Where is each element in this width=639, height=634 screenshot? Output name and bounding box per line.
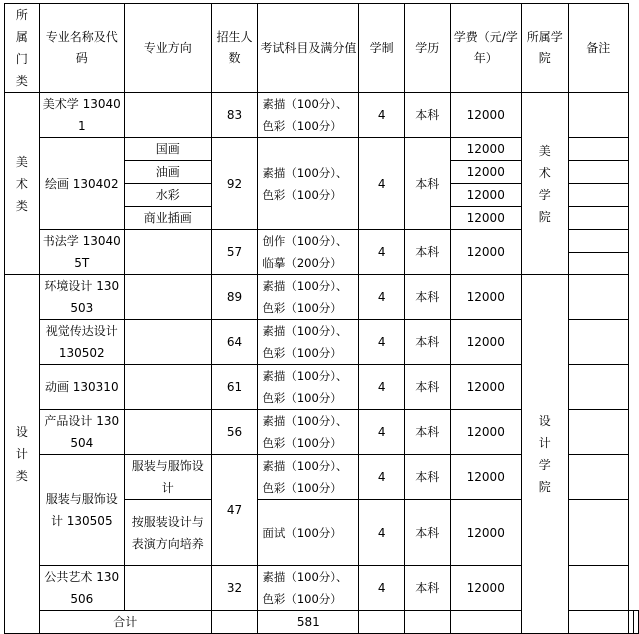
- table-header-row: [5, 4, 639, 93]
- direction-cell: [124, 410, 211, 455]
- exam-cell: 素描（100分）、色彩（100分）: [258, 93, 359, 138]
- direction-cell: [124, 275, 211, 320]
- fee-cell: 12000: [450, 365, 521, 410]
- fee-cell: 12000: [450, 138, 521, 161]
- major-cell: 环境设计 130503: [39, 275, 124, 320]
- note-cell: [568, 455, 628, 500]
- exam-cell: 素描（100分）、色彩（100分）: [258, 275, 359, 320]
- exam-cell: 创作（100分）、临摹（200分）: [258, 230, 359, 275]
- duration-cell: 4: [359, 455, 405, 500]
- header-enroll: 招生人数: [211, 4, 258, 93]
- degree-cell: 本科: [404, 455, 450, 500]
- direction-cell: 商业插画: [124, 207, 211, 230]
- note-cell: [634, 611, 639, 634]
- header-category: 所属门类: [5, 4, 40, 93]
- note-cell: [568, 500, 628, 566]
- note-cell: [568, 138, 628, 161]
- duration-cell: 4: [359, 365, 405, 410]
- enroll-cell: 57: [211, 230, 258, 275]
- exam-cell: 素描（100分）、色彩（100分）: [258, 455, 359, 500]
- exam-cell: 素描（100分）、色彩（100分）: [258, 320, 359, 365]
- fee-cell: 12000: [450, 320, 521, 365]
- header-major: 专业名称及代码: [39, 4, 124, 93]
- major-cell: 绘画 130402: [39, 138, 124, 230]
- direction-cell: [124, 93, 211, 138]
- admissions-table: [4, 3, 639, 634]
- college-cell-design: 设计学院: [521, 275, 568, 634]
- degree-cell: 本科: [404, 410, 450, 455]
- degree-cell: 本科: [404, 275, 450, 320]
- duration-cell: 4: [359, 500, 405, 566]
- direction-cell: 服装与服饰设计: [124, 455, 211, 500]
- header-duration: 学制: [359, 4, 405, 93]
- enroll-cell: 64: [211, 320, 258, 365]
- note-cell: [568, 93, 628, 138]
- major-cell: 美术学 130401: [39, 93, 124, 138]
- note-cell: [568, 161, 628, 184]
- enroll-cell: 89: [211, 275, 258, 320]
- fee-cell: 12000: [450, 184, 521, 207]
- fee-cell: 12000: [450, 410, 521, 455]
- note-cell: [568, 252, 628, 275]
- major-cell: 服装与服饰设计 130505: [39, 455, 124, 566]
- exam-cell: 素描（100分）、色彩（100分）: [258, 410, 359, 455]
- note-cell: [568, 410, 628, 455]
- header-fee: 学费（元/学年）: [450, 4, 521, 93]
- college-cell-fine-arts: 美术学院: [521, 93, 568, 275]
- header-direction: 专业方向: [124, 4, 211, 93]
- enroll-cell: 83: [211, 93, 258, 138]
- header-college: 所属学院: [521, 4, 568, 93]
- enroll-cell: 56: [211, 410, 258, 455]
- degree-cell: 本科: [404, 566, 450, 611]
- direction-cell: [211, 611, 258, 634]
- fee-cell: 12000: [450, 566, 521, 611]
- exam-cell: [359, 611, 405, 634]
- note-cell: [568, 207, 628, 230]
- total-label: 合计: [39, 611, 211, 634]
- duration-cell: [404, 611, 450, 634]
- degree-cell: [450, 611, 521, 634]
- duration-cell: 4: [359, 566, 405, 611]
- major-cell: 产品设计 130504: [39, 410, 124, 455]
- degree-cell: 本科: [404, 138, 450, 230]
- fee-cell: 12000: [450, 455, 521, 500]
- header-degree: 学历: [404, 4, 450, 93]
- exam-cell: 素描（100分）、色彩（100分）: [258, 365, 359, 410]
- exam-cell: 素描（100分）、色彩（100分）: [258, 138, 359, 230]
- degree-cell: 本科: [404, 93, 450, 138]
- total-enroll: 581: [258, 611, 359, 634]
- direction-cell: [124, 566, 211, 611]
- fee-cell: 12000: [450, 230, 521, 275]
- duration-cell: 4: [359, 275, 405, 320]
- duration-cell: 4: [359, 93, 405, 138]
- fee-cell: 12000: [450, 275, 521, 320]
- note-cell: [568, 566, 628, 611]
- major-cell: 动画 130310: [39, 365, 124, 410]
- category-cell-fine-arts: 美术类: [5, 93, 40, 275]
- enroll-cell: 47: [211, 455, 258, 566]
- direction-cell: [124, 230, 211, 275]
- note-cell: [568, 320, 628, 365]
- fee-cell: 12000: [450, 207, 521, 230]
- degree-cell: 本科: [404, 500, 450, 566]
- note-cell: [568, 230, 628, 253]
- enroll-cell: 32: [211, 566, 258, 611]
- degree-cell: 本科: [404, 320, 450, 365]
- header-note: 备注: [568, 4, 628, 93]
- fee-cell: 12000: [450, 500, 521, 566]
- table-row: [5, 275, 639, 320]
- header-exam: 考试科目及满分值: [258, 4, 359, 93]
- duration-cell: 4: [359, 410, 405, 455]
- direction-cell: 油画: [124, 161, 211, 184]
- direction-cell: [124, 365, 211, 410]
- major-cell: 视觉传达设计 130502: [39, 320, 124, 365]
- duration-cell: 4: [359, 230, 405, 275]
- degree-cell: 本科: [404, 365, 450, 410]
- direction-cell: [124, 320, 211, 365]
- note-cell: [568, 184, 628, 207]
- note-cell: [568, 365, 628, 410]
- duration-cell: 4: [359, 138, 405, 230]
- direction-cell: 水彩: [124, 184, 211, 207]
- major-cell: 公共艺术 130506: [39, 566, 124, 611]
- category-cell-design: 设计类: [5, 275, 40, 634]
- degree-cell: 本科: [404, 230, 450, 275]
- direction-cell: 按服装设计与表演方向培养: [124, 500, 211, 566]
- note-cell: [568, 275, 628, 320]
- major-cell: 书法学 130405T: [39, 230, 124, 275]
- fee-cell: [568, 611, 628, 634]
- fee-cell: 12000: [450, 161, 521, 184]
- exam-cell: 素描（100分）、色彩（100分）: [258, 566, 359, 611]
- enroll-cell: 61: [211, 365, 258, 410]
- fee-cell: 12000: [450, 93, 521, 138]
- enroll-cell: 92: [211, 138, 258, 230]
- duration-cell: 4: [359, 320, 405, 365]
- exam-cell: 面试（100分）: [258, 500, 359, 566]
- table-row: [5, 93, 639, 138]
- direction-cell: 国画: [124, 138, 211, 161]
